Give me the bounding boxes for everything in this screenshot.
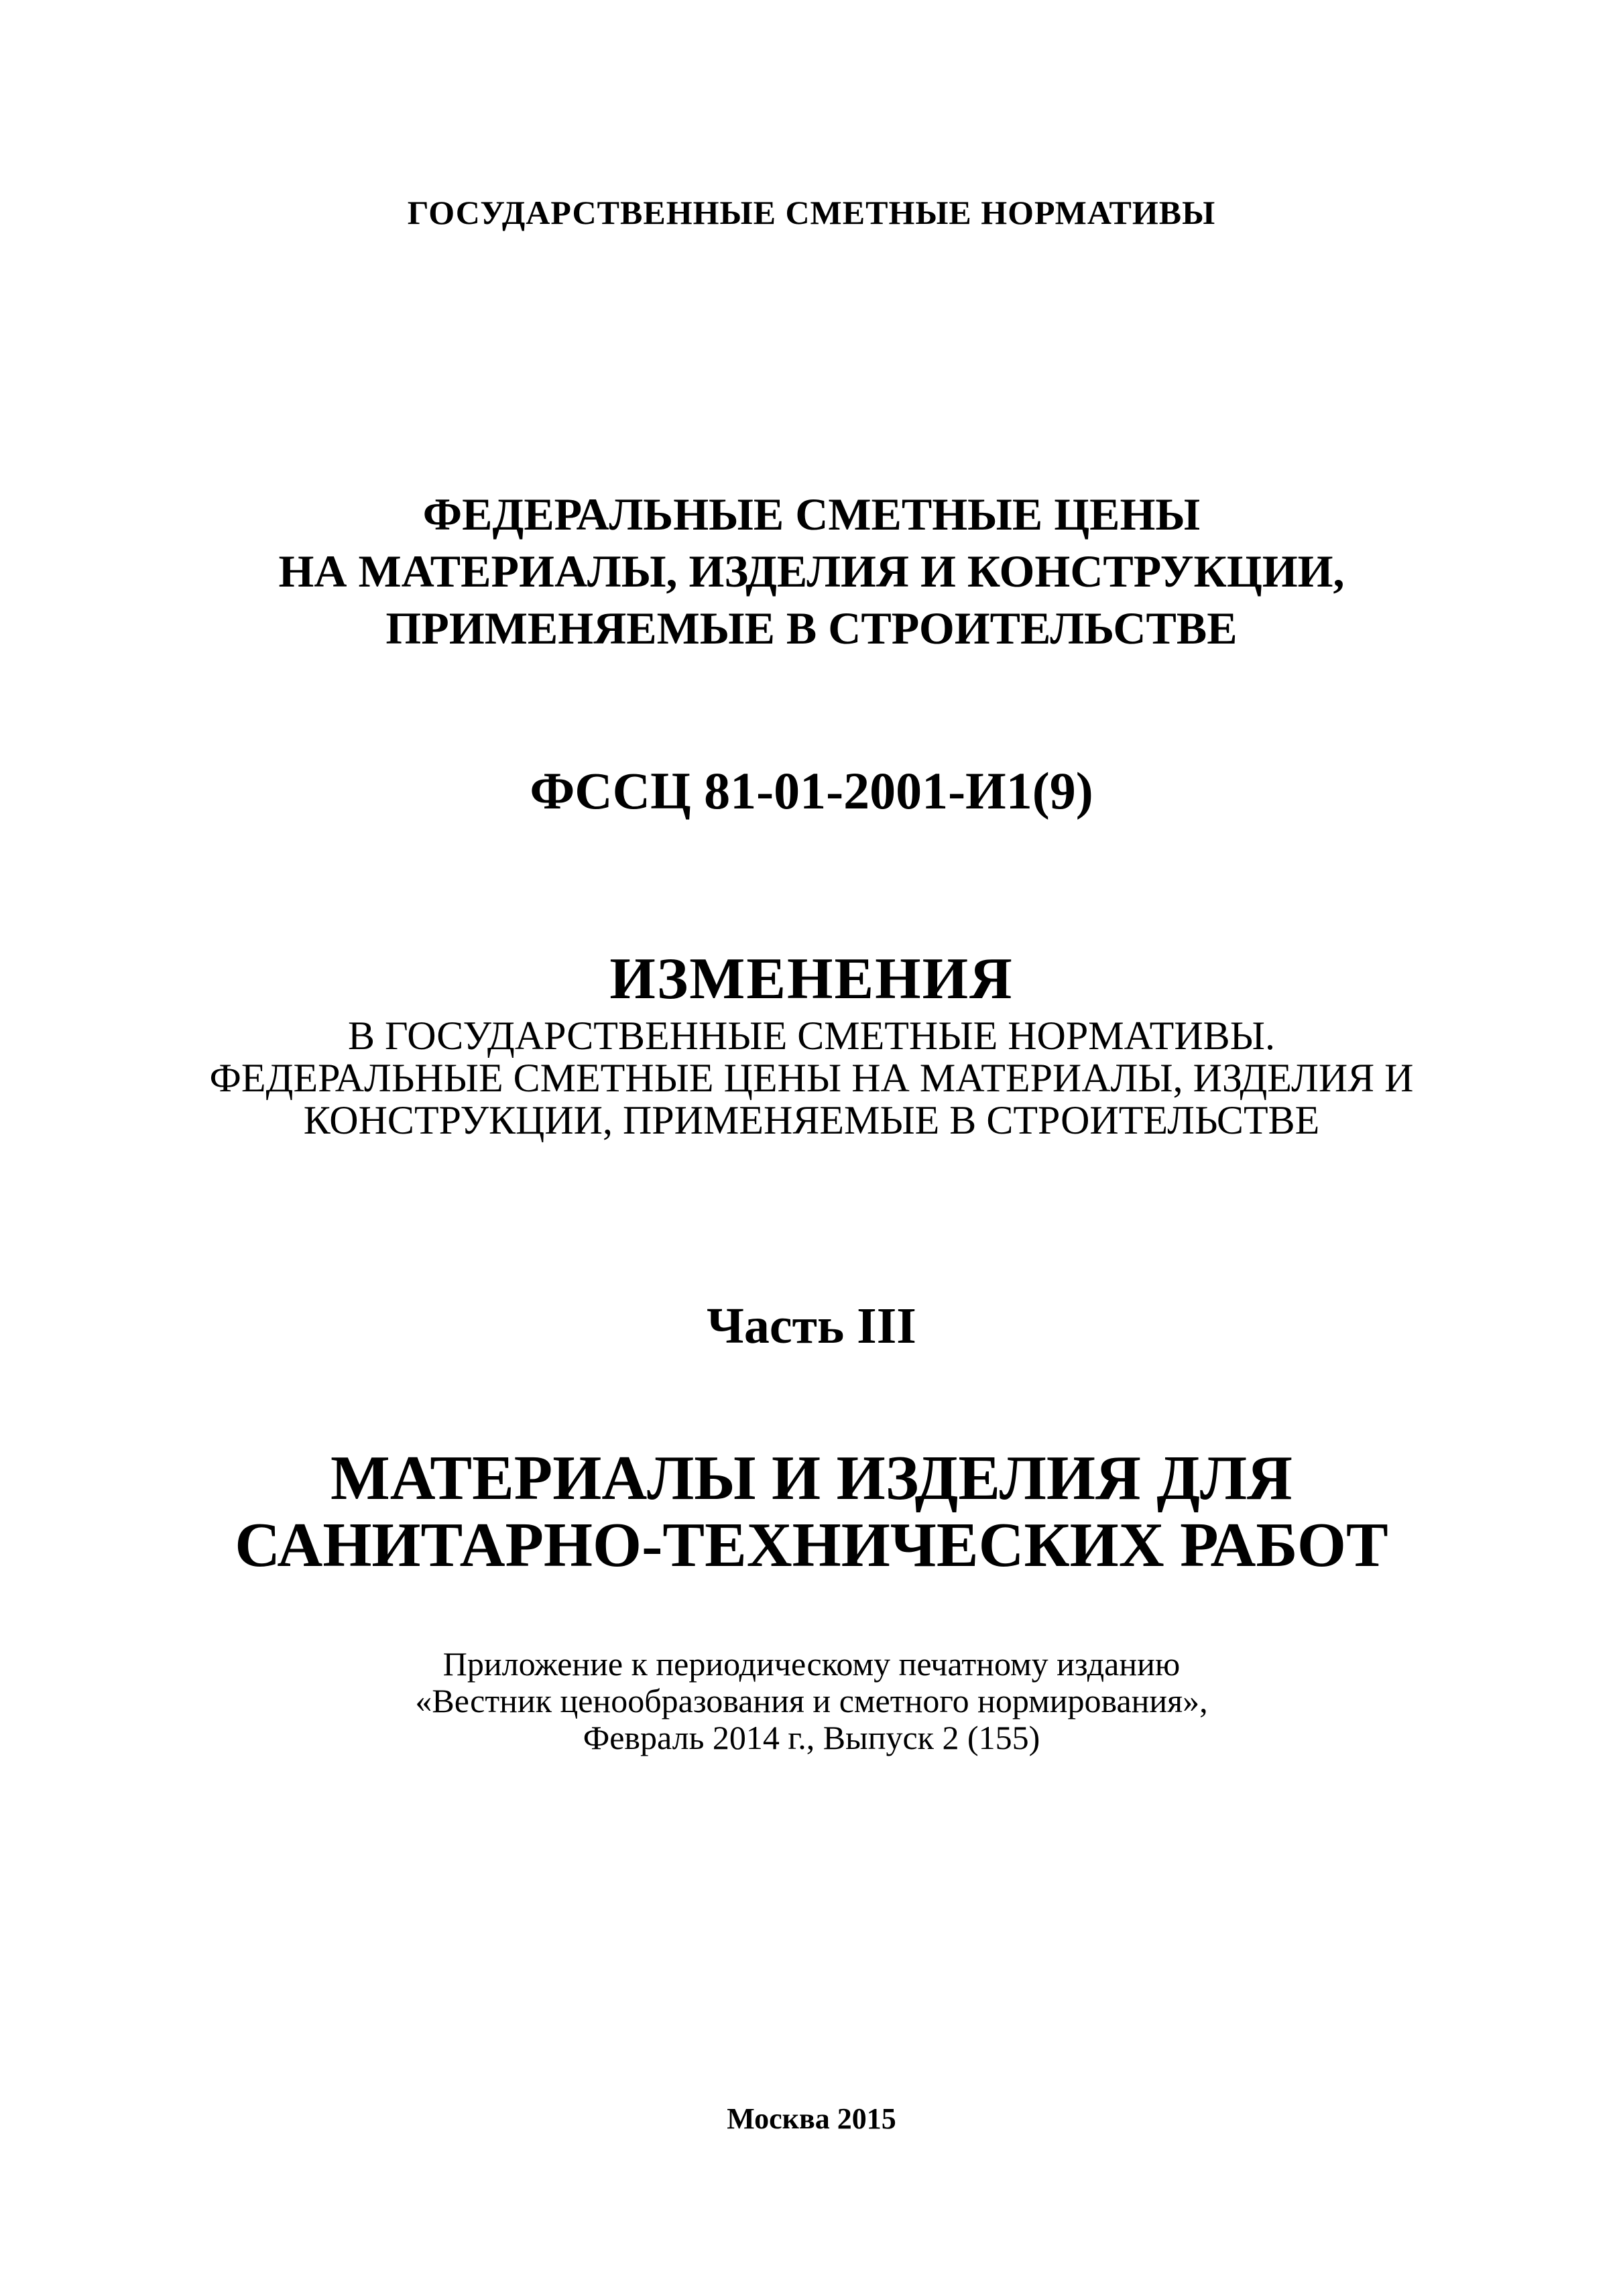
section-title-line: МАТЕРИАЛЫ И ИЗДЕЛИЯ ДЛЯ xyxy=(330,1443,1293,1513)
changes-description-line: В ГОСУДАРСТВЕННЫЕ СМЕТНЫЕ НОРМАТИВЫ. xyxy=(348,1014,1275,1058)
changes-heading xyxy=(0,945,1623,1013)
appendix-note xyxy=(0,1646,1623,1756)
changes-description-line: КОНСТРУКЦИИ, ПРИМЕНЯЕМЫЕ В СТРОИТЕЛЬСТВЕ xyxy=(303,1098,1320,1142)
appendix-note-line: Приложение к периодическому печатному изданию xyxy=(442,1645,1181,1683)
main-title-line: ПРИМЕНЯЕМЫЕ В СТРОИТЕЛЬСТВЕ xyxy=(385,603,1238,654)
main-title-line: НА МАТЕРИАЛЫ, ИЗДЕЛИЯ И КОНСТРУКЦИИ, xyxy=(278,546,1345,597)
part-label-text: Часть III xyxy=(707,1298,916,1354)
part-label xyxy=(0,1297,1623,1355)
appendix-note-line: «Вестник ценообразования и сметного нормирования», xyxy=(415,1682,1208,1719)
main-title xyxy=(0,486,1623,657)
appendix-note-line: Февраль 2014 г., Выпуск 2 (155) xyxy=(583,1719,1040,1756)
document-code xyxy=(0,761,1623,821)
section-title xyxy=(0,1445,1623,1579)
section-title-line: САНИТАРНО-ТЕХНИЧЕСКИХ РАБОТ xyxy=(235,1510,1388,1580)
document-series xyxy=(0,193,1623,232)
series-text: ГОСУДАРСТВЕННЫЕ СМЕТНЫЕ НОРМАТИВЫ xyxy=(407,194,1216,231)
place-and-year-text: Москва 2015 xyxy=(727,2102,896,2135)
changes-heading-text: ИЗМЕНЕНИЯ xyxy=(609,947,1014,1012)
main-title-line: ФЕДЕРАЛЬНЫЕ СМЕТНЫЕ ЦЕНЫ xyxy=(422,489,1201,540)
place-and-year xyxy=(0,2102,1623,2136)
changes-description xyxy=(0,1015,1623,1142)
changes-description-line: ФЕДЕРАЛЬНЫЕ СМЕТНЫЕ ЦЕНЫ НА МАТЕРИАЛЫ, ИЗДЕЛИЯ И xyxy=(209,1056,1414,1100)
document-code-text: ФССЦ 81-01-2001-И1(9) xyxy=(530,762,1093,820)
